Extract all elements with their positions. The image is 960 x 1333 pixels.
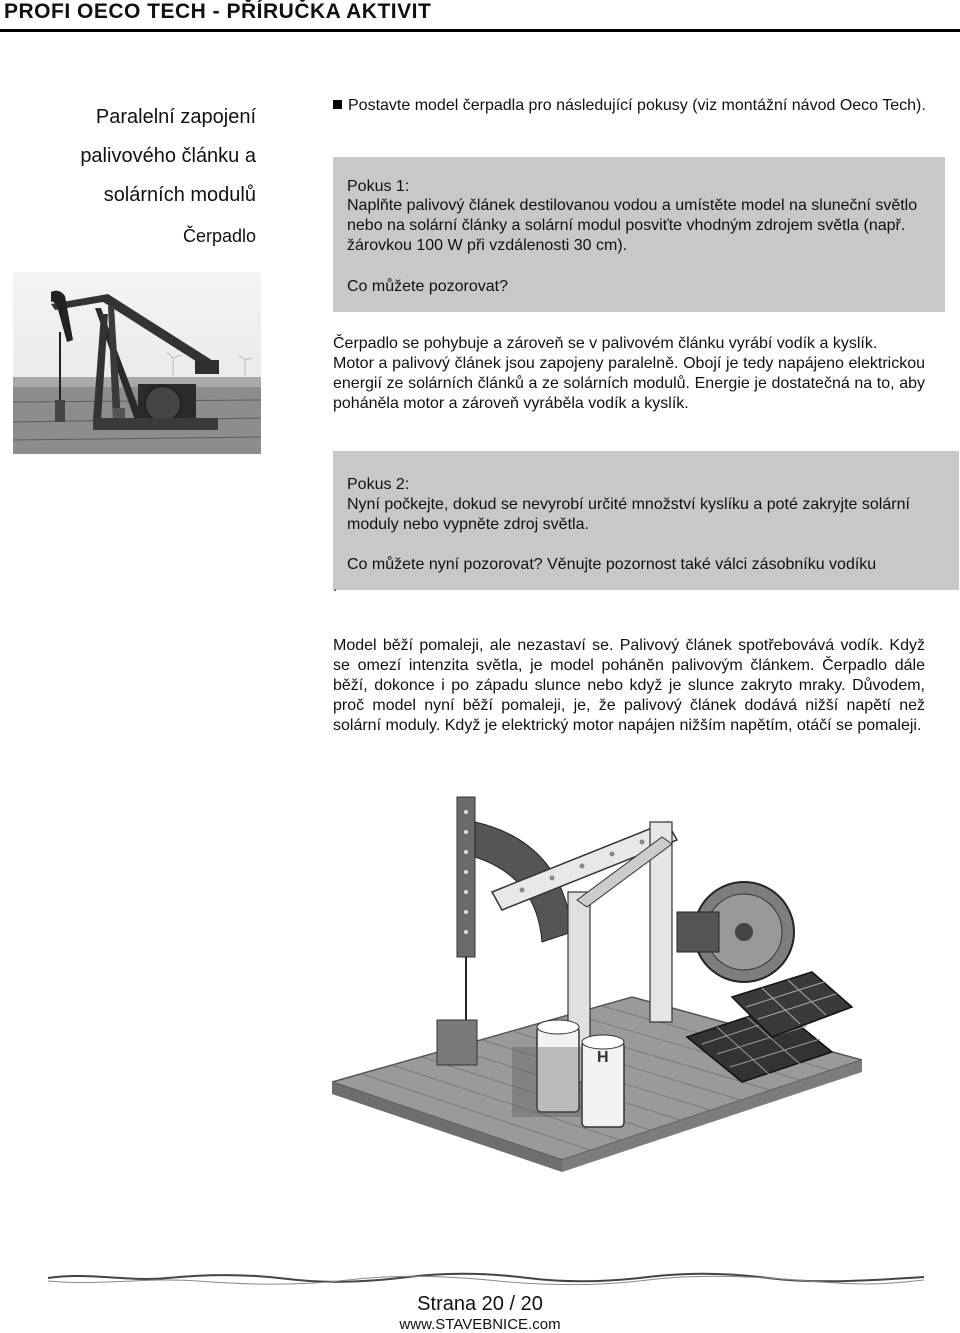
- black-square-bullet-icon: [333, 100, 342, 109]
- section-title-line-3: solárních modulů: [103, 184, 256, 206]
- experiment-1-question: Co můžete pozorovat?: [347, 278, 508, 295]
- experiment-2-answer: Model běží pomaleji, ale nezastaví se. Palivový článek spotřebovává vodík. Když se omezí intenzita světla, je model poháněn palivovým článkem. Čerpadlo dále běží, dokonce i po západu slunce nebo když je slunce zakryto mraky. Důvodem, proč model nyní běží pomaleji, je, že palivový článek dodává nižší napětí než solární moduly. Když je elektrický motor napájen nižším napětím, otáčí se pomaleji.: [333, 637, 925, 734]
- experiment-1-answer: [333, 334, 925, 414]
- experiment-2-trailing-mark: .: [333, 578, 337, 594]
- experiment-2-heading: Pokus 2:: [347, 476, 410, 493]
- intro-text: Postavte model čerpadla pro následující pokusy (viz montážní návod Oeco Tech).: [348, 97, 926, 114]
- pump-model-illustration-icon: [332, 782, 862, 1172]
- section-subtitle: Čerpadlo: [182, 226, 256, 246]
- footer-wave-divider-icon: [48, 1268, 924, 1292]
- header-divider: [0, 29, 960, 32]
- experiment-1-answer-line-1: Čerpadlo se pohybuje a zároveň se v palivovém článku vyrábí vodík a kyslík.: [333, 335, 878, 352]
- experiment-1-heading: Pokus 1:: [347, 178, 410, 195]
- section-title-line-1: Paralelní zapojení: [95, 106, 256, 128]
- experiment-1-answer-line-2: Motor a palivový článek jsou zapojeny paralelně. Obojí je tedy napájeno elektrickou energií ze solárních článků a ze solárních modulů. Energie je dostatečná na to, aby poháněla motor a zároveň vyráběla vodík a kyslík.: [333, 355, 925, 412]
- section-title: [40, 98, 256, 215]
- hydrogen-tank-label: H: [597, 1049, 609, 1066]
- experiment-2-question: Co můžete nyní pozorovat? Věnujte pozornost také válci zásobníku vodíku: [347, 556, 877, 573]
- page-number: Strana 20 / 20: [417, 1293, 543, 1315]
- website-link[interactable]: www.STAVEBNICE.com: [399, 1316, 561, 1333]
- experiment-1-instructions: Naplňte palivový článek destilovanou vodou a umístěte model na sluneční světlo nebo na solární články a solární modul posviťte vhodným zdrojem světla (např. žárovkou 100 W při vzdálenosti 30 cm).: [347, 197, 918, 254]
- experiment-2-instructions: Nyní počkejte, dokud se nevyrobí určité množství kyslíku a poté zakryjte solární moduly nebo vypněte zdroj světla.: [347, 496, 910, 533]
- section-title-line-2: palivového článku a: [80, 145, 256, 167]
- intro-paragraph: [333, 96, 927, 116]
- oil-pump-photo-icon: [13, 272, 261, 454]
- document-header-title: PROFI OECO TECH - PŘÍRUČKA AKTIVIT: [4, 0, 432, 23]
